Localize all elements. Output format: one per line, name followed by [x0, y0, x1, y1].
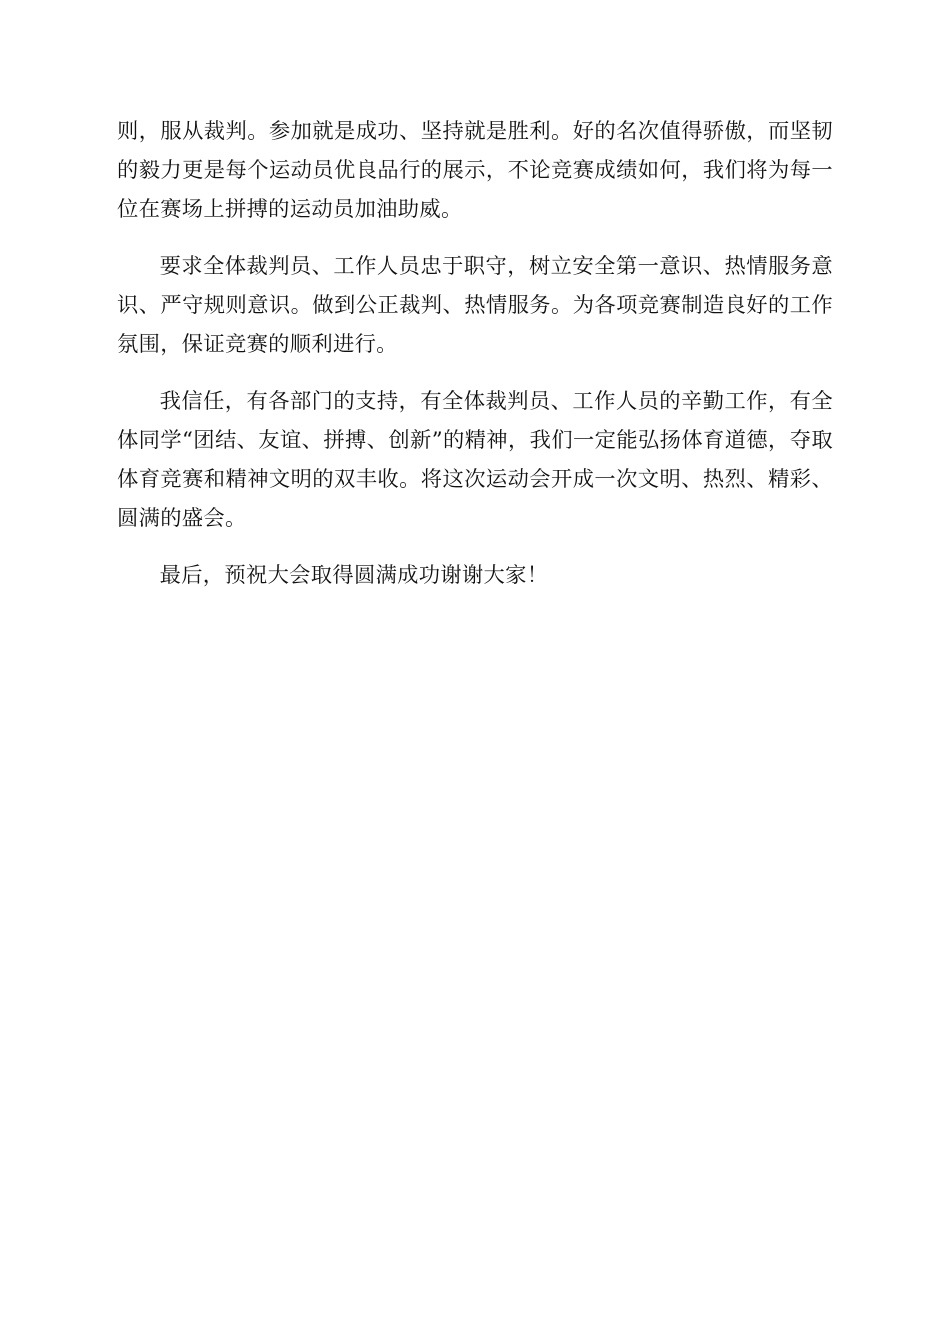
- paragraph-closing: 最后，预祝大会取得圆满成功谢谢大家！: [159, 563, 549, 588]
- paragraph-staff-requirements: 要求全体裁判员、工作人员忠于职守，树立安全第一意识、热情服务意识、严守规则意识。做到公正裁判、热情服务。为各项竞赛制造良好的工作氛围，保证竞赛的顺利进行。: [117, 254, 833, 357]
- paragraph-continued: 则，服从裁判。参加就是成功、坚持就是胜利。好的名次值得骄傲，而坚韧的毅力更是每个运动员优良品行的展示，不论竞赛成绩如何，我们将为每一位在赛场上拼搏的运动员加油助威。: [117, 119, 833, 222]
- document-body: [117, 112, 833, 613]
- paragraph-confidence: 我信任，有各部门的支持，有全体裁判员、工作人员的辛勤工作，有全体同学“团结、友谊、拼搏、创新”的精神，我们一定能弘扬体育道德，夺取体育竞赛和精神文明的双丰收。将这次运动会开成一次文明、热烈、精彩、圆满的盛会。: [117, 389, 833, 531]
